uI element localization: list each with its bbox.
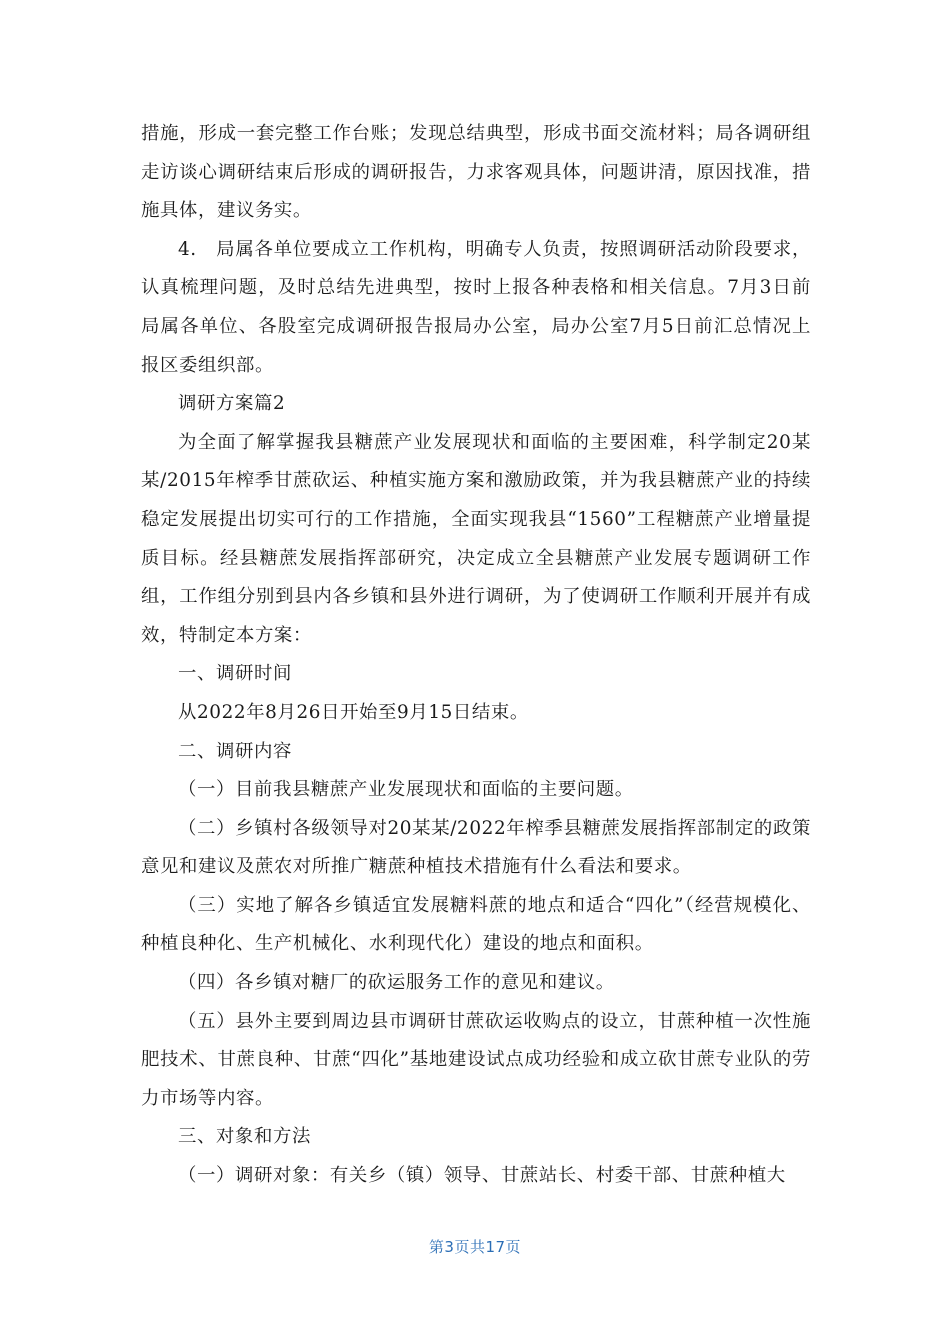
paragraph-intro: 为全面了解掌握我县糖蔗产业发展现状和面临的主要困难，科学制定20某某/2015年榨季甘蔗砍运、种植实施方案和激励政策，并为我县糖蔗产业的持续稳定发展提出切实可行的工作措施，全面实现我县“1560”工程糖蔗产业增量提质目标。经县糖蔗发展指挥部研究，决定成立全县糖蔗产业发展专题调研工作组，工作组分别到县内各乡镇和县外进行调研，为了使调研工作顺利开展并有成效，特制定本方案： bbox=[141, 431, 811, 646]
paragraph-item-4: 4. 局属各单位要成立工作机构，明确专人负责，按照调研活动阶段要求，认真梳理问题，及时总结先进典型，按时上报各种表格和相关信息。7月3日前局属各单位、各股室完成调研报告报局办公室，局办公室7月5日前汇总情况上报区委组织部。 bbox=[141, 238, 811, 376]
section-title-plan-2: 调研方案篇2 bbox=[178, 393, 286, 415]
heading-objects-methods: 三、对象和方法 bbox=[178, 1126, 311, 1148]
heading-research-time: 一、调研时间 bbox=[178, 663, 292, 685]
content-item-4: （四）各乡镇对糖厂的砍运服务工作的意见和建议。 bbox=[178, 972, 615, 994]
content-item-2: （二）乡镇村各级领导对20某某/2022年榨季县糖蔗发展指挥部制定的政策意见和建议及蔗农对所推广糖蔗种植技术措施有什么看法和要求。 bbox=[141, 817, 811, 878]
heading-research-content: 二、调研内容 bbox=[178, 740, 292, 762]
page-number-footer: 第3页共17页 bbox=[428, 1238, 522, 1256]
document-body bbox=[141, 115, 811, 1196]
paragraph-research-dates: 从2022年8月26日开始至9月15日结束。 bbox=[178, 701, 529, 723]
objects-item-1: （一）调研对象：有关乡（镇）领导、甘蔗站长、村委干部、甘蔗种植大 bbox=[178, 1165, 786, 1187]
content-item-5: （五）县外主要到周边县市调研甘蔗砍运收购点的设立，甘蔗种植一次性施肥技术、甘蔗良种、甘蔗“四化”基地建设试点成功经验和成立砍甘蔗专业队的劳力市场等内容。 bbox=[141, 1010, 811, 1109]
content-item-3: （三）实地了解各乡镇适宜发展糖料蔗的地点和适合“四化”（经营规模化、种植良种化、生产机械化、水利现代化）建设的地点和面积。 bbox=[141, 894, 811, 955]
paragraph-measures-continued: 措施，形成一套完整工作台账；发现总结典型，形成书面交流材料；局各调研组走访谈心调研结束后形成的调研报告，力求客观具体，问题讲清，原因找准，措施具体，建议务实。 bbox=[141, 123, 811, 222]
content-item-1: （一）目前我县糖蔗产业发展现状和面临的主要问题。 bbox=[178, 779, 634, 801]
